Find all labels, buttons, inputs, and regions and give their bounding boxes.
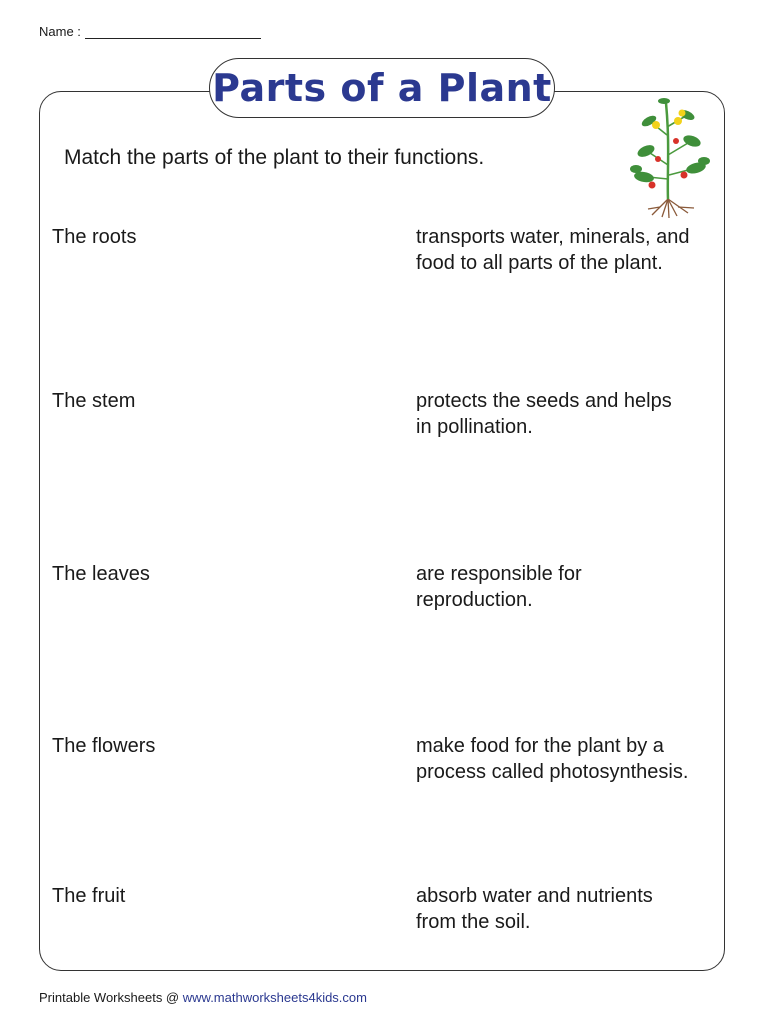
function-item xyxy=(416,883,726,935)
footer-label: Printable Worksheets @ xyxy=(39,990,180,1005)
plant-part-item: The roots xyxy=(52,226,137,248)
name-label: Name : xyxy=(39,24,81,39)
plant-leaves xyxy=(630,98,710,184)
name-blank-line[interactable] xyxy=(85,22,261,39)
function-line: transports water, minerals, and xyxy=(416,226,690,248)
plant-part-item: The leaves xyxy=(52,563,150,585)
worksheet-frame xyxy=(39,91,725,971)
function-item xyxy=(416,561,726,613)
plant-stem xyxy=(666,103,668,199)
function-item xyxy=(416,388,726,440)
title-banner xyxy=(209,58,555,118)
page-title: Parts of a Plant xyxy=(212,66,552,110)
function-item xyxy=(416,733,726,785)
function-line: reproduction. xyxy=(416,589,533,611)
name-field-row xyxy=(39,22,261,39)
function-line: absorb water and nutrients xyxy=(416,885,653,907)
footer-link[interactable]: www.mathworksheets4kids.com xyxy=(182,990,367,1005)
function-line: in pollination. xyxy=(416,416,533,438)
function-line: food to all parts of the plant. xyxy=(416,252,663,274)
instruction-text: Match the parts of the plant to their functions. xyxy=(64,146,485,169)
function-line: from the soil. xyxy=(416,911,531,933)
plant-roots xyxy=(648,199,694,218)
plant-part-item: The stem xyxy=(52,390,136,412)
function-line: are responsible for xyxy=(416,563,582,585)
plant-part-item: The fruit xyxy=(52,885,126,907)
function-line: process called photosynthesis. xyxy=(416,761,689,783)
function-item xyxy=(416,224,726,276)
plant-part-item: The flowers xyxy=(52,735,156,757)
plant-illustration xyxy=(622,95,716,219)
function-line: protects the seeds and helps xyxy=(416,390,672,412)
function-line: make food for the plant by a xyxy=(416,735,664,757)
footer xyxy=(39,990,367,1005)
